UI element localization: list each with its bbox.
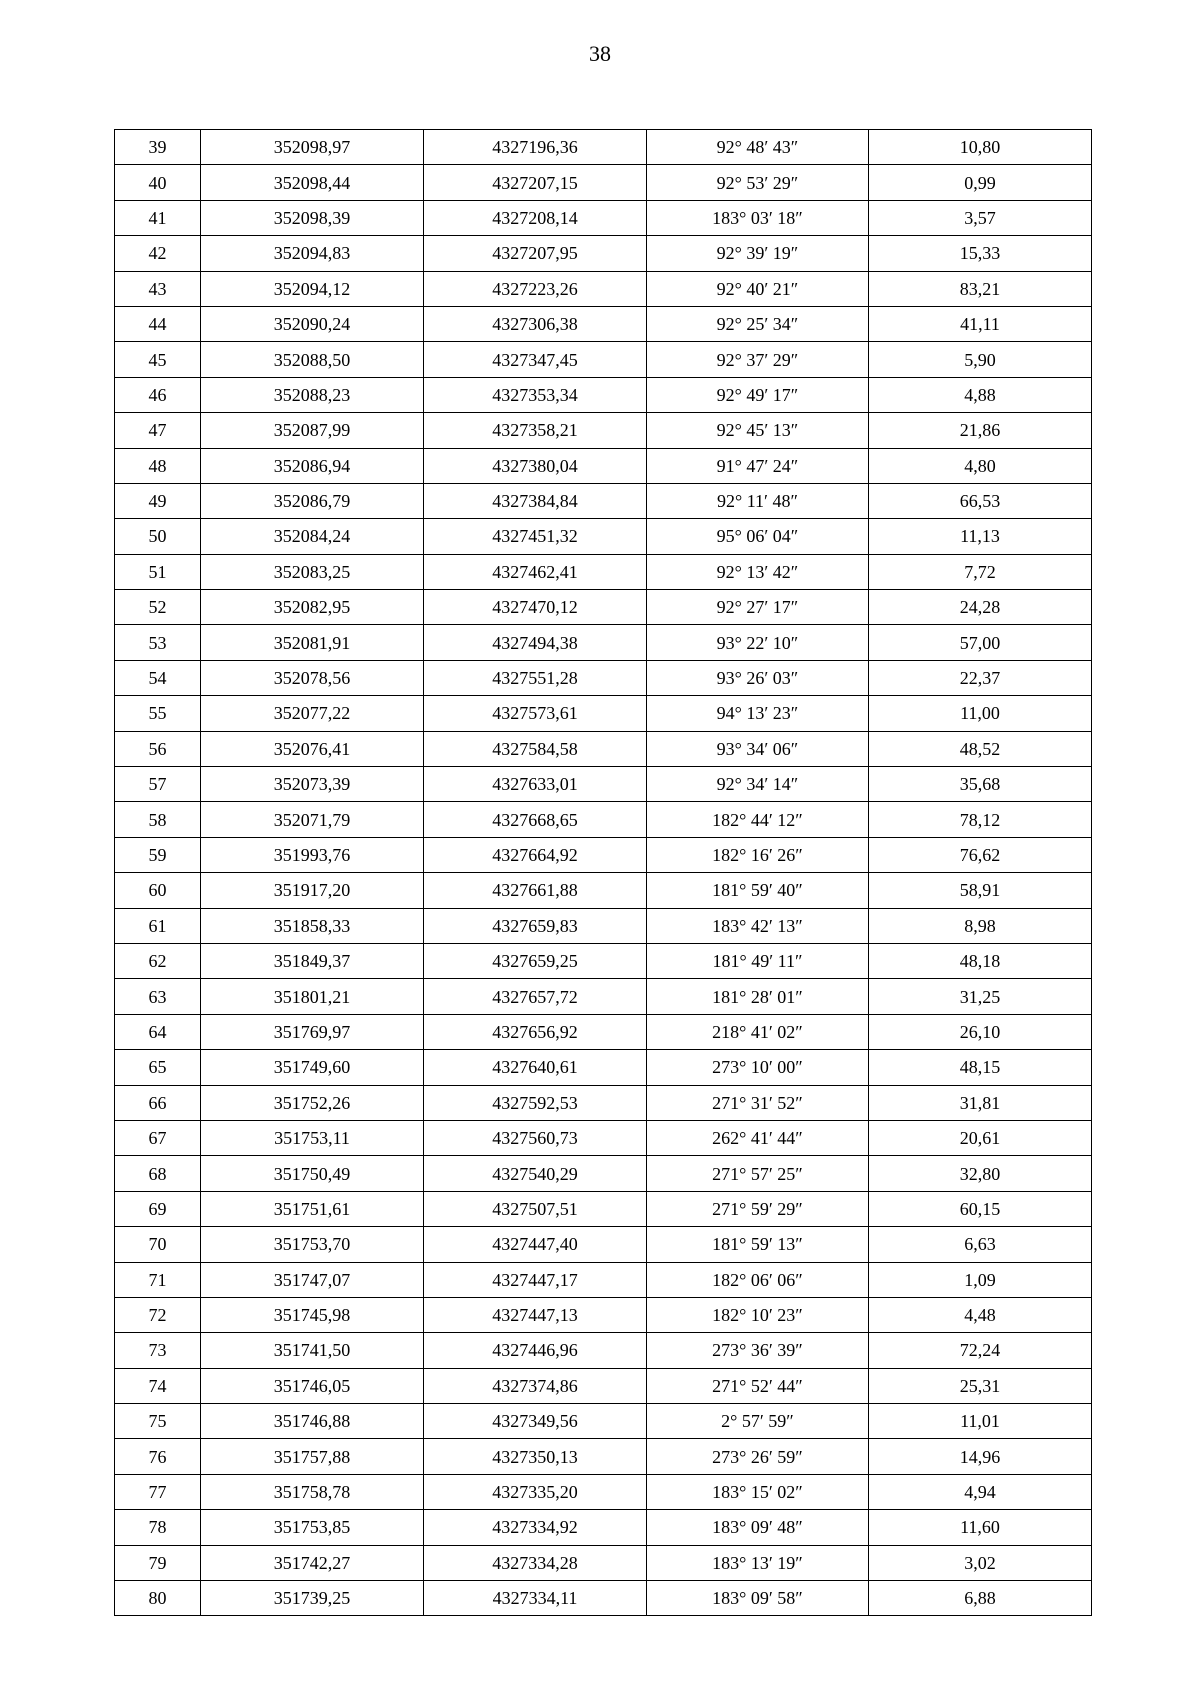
direction-angle-cell: 181° 59′ 13″ [647, 1227, 869, 1262]
y-coordinate-cell: 4327306,38 [424, 306, 647, 341]
y-coordinate-cell: 4327470,12 [424, 590, 647, 625]
x-coordinate-cell: 351739,25 [201, 1581, 424, 1616]
direction-angle-cell: 92° 45′ 13″ [647, 413, 869, 448]
table-row [115, 767, 1092, 802]
x-coordinate-cell: 351741,50 [201, 1333, 424, 1368]
point-number-cell: 44 [115, 306, 201, 341]
distance-cell: 20,61 [869, 1120, 1092, 1155]
page-number: 38 [589, 41, 611, 66]
table-row [115, 130, 1092, 165]
table-row [115, 802, 1092, 837]
point-number-cell: 79 [115, 1545, 201, 1580]
y-coordinate-cell: 4327668,65 [424, 802, 647, 837]
distance-cell: 48,52 [869, 731, 1092, 766]
distance-cell: 11,00 [869, 696, 1092, 731]
distance-cell: 6,88 [869, 1581, 1092, 1616]
y-coordinate-cell: 4327640,61 [424, 1050, 647, 1085]
direction-angle-cell: 92° 25′ 34″ [647, 306, 869, 341]
x-coordinate-cell: 351745,98 [201, 1297, 424, 1332]
distance-cell: 7,72 [869, 554, 1092, 589]
x-coordinate-cell: 352098,97 [201, 130, 424, 165]
distance-cell: 78,12 [869, 802, 1092, 837]
direction-angle-cell: 92° 11′ 48″ [647, 483, 869, 518]
table-row [115, 306, 1092, 341]
distance-cell: 11,01 [869, 1404, 1092, 1439]
distance-cell: 57,00 [869, 625, 1092, 660]
direction-angle-cell: 93° 34′ 06″ [647, 731, 869, 766]
direction-angle-cell: 93° 26′ 03″ [647, 660, 869, 695]
distance-cell: 48,15 [869, 1050, 1092, 1085]
table-row [115, 979, 1092, 1014]
table-row [115, 377, 1092, 412]
table-row [115, 554, 1092, 589]
point-number-cell: 69 [115, 1191, 201, 1226]
direction-angle-cell: 92° 53′ 29″ [647, 165, 869, 200]
y-coordinate-cell: 4327573,61 [424, 696, 647, 731]
point-number-cell: 70 [115, 1227, 201, 1262]
distance-cell: 48,18 [869, 943, 1092, 978]
point-number-cell: 50 [115, 519, 201, 554]
table-row [115, 660, 1092, 695]
distance-cell: 31,81 [869, 1085, 1092, 1120]
table-row [115, 342, 1092, 377]
distance-cell: 11,60 [869, 1510, 1092, 1545]
direction-angle-cell: 92° 13′ 42″ [647, 554, 869, 589]
y-coordinate-cell: 4327659,83 [424, 908, 647, 943]
point-number-cell: 45 [115, 342, 201, 377]
y-coordinate-cell: 4327347,45 [424, 342, 647, 377]
point-number-cell: 41 [115, 200, 201, 235]
direction-angle-cell: 92° 40′ 21″ [647, 271, 869, 306]
point-number-cell: 77 [115, 1474, 201, 1509]
table-row [115, 1120, 1092, 1155]
distance-cell: 25,31 [869, 1368, 1092, 1403]
direction-angle-cell: 2° 57′ 59″ [647, 1404, 869, 1439]
direction-angle-cell: 181° 59′ 40″ [647, 873, 869, 908]
table-row [115, 873, 1092, 908]
table-row [115, 1510, 1092, 1545]
x-coordinate-cell: 352084,24 [201, 519, 424, 554]
table-row [115, 1156, 1092, 1191]
point-number-cell: 59 [115, 837, 201, 872]
direction-angle-cell: 218° 41′ 02″ [647, 1014, 869, 1049]
point-number-cell: 47 [115, 413, 201, 448]
table-row [115, 1333, 1092, 1368]
y-coordinate-cell: 4327584,58 [424, 731, 647, 766]
direction-angle-cell: 262° 41′ 44″ [647, 1120, 869, 1155]
point-number-cell: 54 [115, 660, 201, 695]
point-number-cell: 39 [115, 130, 201, 165]
table-row [115, 1439, 1092, 1474]
y-coordinate-cell: 4327661,88 [424, 873, 647, 908]
point-number-cell: 68 [115, 1156, 201, 1191]
table-row [115, 625, 1092, 660]
table-row [115, 1297, 1092, 1332]
distance-cell: 4,88 [869, 377, 1092, 412]
point-number-cell: 65 [115, 1050, 201, 1085]
table-row [115, 1014, 1092, 1049]
point-number-cell: 75 [115, 1404, 201, 1439]
table-row [115, 837, 1092, 872]
distance-cell: 24,28 [869, 590, 1092, 625]
x-coordinate-cell: 352088,23 [201, 377, 424, 412]
direction-angle-cell: 182° 06′ 06″ [647, 1262, 869, 1297]
point-number-cell: 74 [115, 1368, 201, 1403]
table-row [115, 943, 1092, 978]
x-coordinate-cell: 351993,76 [201, 837, 424, 872]
y-coordinate-cell: 4327334,92 [424, 1510, 647, 1545]
y-coordinate-cell: 4327334,11 [424, 1581, 647, 1616]
table-row [115, 590, 1092, 625]
direction-angle-cell: 271° 59′ 29″ [647, 1191, 869, 1226]
y-coordinate-cell: 4327349,56 [424, 1404, 647, 1439]
distance-cell: 41,11 [869, 306, 1092, 341]
table-row [115, 271, 1092, 306]
table-row [115, 1050, 1092, 1085]
direction-angle-cell: 92° 49′ 17″ [647, 377, 869, 412]
x-coordinate-cell: 352098,39 [201, 200, 424, 235]
point-number-cell: 43 [115, 271, 201, 306]
x-coordinate-cell: 352077,22 [201, 696, 424, 731]
table-row [115, 519, 1092, 554]
point-number-cell: 58 [115, 802, 201, 837]
x-coordinate-cell: 351751,61 [201, 1191, 424, 1226]
point-number-cell: 46 [115, 377, 201, 412]
distance-cell: 6,63 [869, 1227, 1092, 1262]
y-coordinate-cell: 4327560,73 [424, 1120, 647, 1155]
y-coordinate-cell: 4327207,95 [424, 236, 647, 271]
direction-angle-cell: 92° 34′ 14″ [647, 767, 869, 802]
distance-cell: 11,13 [869, 519, 1092, 554]
point-number-cell: 61 [115, 908, 201, 943]
point-number-cell: 73 [115, 1333, 201, 1368]
x-coordinate-cell: 352071,79 [201, 802, 424, 837]
y-coordinate-cell: 4327335,20 [424, 1474, 647, 1509]
table-row [115, 908, 1092, 943]
point-number-cell: 78 [115, 1510, 201, 1545]
table-row [115, 1368, 1092, 1403]
distance-cell: 21,86 [869, 413, 1092, 448]
table-row [115, 448, 1092, 483]
distance-cell: 3,57 [869, 200, 1092, 235]
point-number-cell: 80 [115, 1581, 201, 1616]
distance-cell: 60,15 [869, 1191, 1092, 1226]
distance-cell: 8,98 [869, 908, 1092, 943]
point-number-cell: 52 [115, 590, 201, 625]
direction-angle-cell: 271° 52′ 44″ [647, 1368, 869, 1403]
distance-cell: 4,48 [869, 1297, 1092, 1332]
y-coordinate-cell: 4327374,86 [424, 1368, 647, 1403]
y-coordinate-cell: 4327447,13 [424, 1297, 647, 1332]
distance-cell: 58,91 [869, 873, 1092, 908]
point-number-cell: 51 [115, 554, 201, 589]
coordinates-table-body [115, 130, 1092, 1616]
y-coordinate-cell: 4327334,28 [424, 1545, 647, 1580]
direction-angle-cell: 92° 37′ 29″ [647, 342, 869, 377]
x-coordinate-cell: 351746,88 [201, 1404, 424, 1439]
direction-angle-cell: 182° 44′ 12″ [647, 802, 869, 837]
distance-cell: 31,25 [869, 979, 1092, 1014]
direction-angle-cell: 91° 47′ 24″ [647, 448, 869, 483]
point-number-cell: 64 [115, 1014, 201, 1049]
table-row [115, 1262, 1092, 1297]
y-coordinate-cell: 4327447,40 [424, 1227, 647, 1262]
coordinates-table [114, 129, 1092, 1616]
distance-cell: 4,80 [869, 448, 1092, 483]
table-row [115, 1404, 1092, 1439]
table-row [115, 200, 1092, 235]
point-number-cell: 56 [115, 731, 201, 766]
table-row [115, 1581, 1092, 1616]
y-coordinate-cell: 4327380,04 [424, 448, 647, 483]
x-coordinate-cell: 352082,95 [201, 590, 424, 625]
point-number-cell: 71 [115, 1262, 201, 1297]
x-coordinate-cell: 351917,20 [201, 873, 424, 908]
y-coordinate-cell: 4327447,17 [424, 1262, 647, 1297]
point-number-cell: 62 [115, 943, 201, 978]
direction-angle-cell: 273° 36′ 39″ [647, 1333, 869, 1368]
point-number-cell: 49 [115, 483, 201, 518]
y-coordinate-cell: 4327358,21 [424, 413, 647, 448]
point-number-cell: 63 [115, 979, 201, 1014]
x-coordinate-cell: 352086,94 [201, 448, 424, 483]
direction-angle-cell: 92° 39′ 19″ [647, 236, 869, 271]
distance-cell: 22,37 [869, 660, 1092, 695]
y-coordinate-cell: 4327208,14 [424, 200, 647, 235]
distance-cell: 26,10 [869, 1014, 1092, 1049]
table-row [115, 1545, 1092, 1580]
y-coordinate-cell: 4327223,26 [424, 271, 647, 306]
x-coordinate-cell: 352073,39 [201, 767, 424, 802]
direction-angle-cell: 182° 16′ 26″ [647, 837, 869, 872]
point-number-cell: 53 [115, 625, 201, 660]
y-coordinate-cell: 4327507,51 [424, 1191, 647, 1226]
y-coordinate-cell: 4327657,72 [424, 979, 647, 1014]
x-coordinate-cell: 351752,26 [201, 1085, 424, 1120]
direction-angle-cell: 182° 10′ 23″ [647, 1297, 869, 1332]
table-row [115, 1474, 1092, 1509]
y-coordinate-cell: 4327592,53 [424, 1085, 647, 1120]
distance-cell: 15,33 [869, 236, 1092, 271]
x-coordinate-cell: 351753,11 [201, 1120, 424, 1155]
table-row [115, 1191, 1092, 1226]
direction-angle-cell: 183° 09′ 48″ [647, 1510, 869, 1545]
point-number-cell: 72 [115, 1297, 201, 1332]
x-coordinate-cell: 351769,97 [201, 1014, 424, 1049]
y-coordinate-cell: 4327656,92 [424, 1014, 647, 1049]
direction-angle-cell: 92° 27′ 17″ [647, 590, 869, 625]
direction-angle-cell: 183° 09′ 58″ [647, 1581, 869, 1616]
direction-angle-cell: 95° 06′ 04″ [647, 519, 869, 554]
distance-cell: 83,21 [869, 271, 1092, 306]
y-coordinate-cell: 4327540,29 [424, 1156, 647, 1191]
x-coordinate-cell: 351746,05 [201, 1368, 424, 1403]
x-coordinate-cell: 351753,85 [201, 1510, 424, 1545]
distance-cell: 32,80 [869, 1156, 1092, 1191]
direction-angle-cell: 181° 49′ 11″ [647, 943, 869, 978]
y-coordinate-cell: 4327196,36 [424, 130, 647, 165]
direction-angle-cell: 93° 22′ 10″ [647, 625, 869, 660]
point-number-cell: 60 [115, 873, 201, 908]
x-coordinate-cell: 352094,83 [201, 236, 424, 271]
x-coordinate-cell: 352094,12 [201, 271, 424, 306]
direction-angle-cell: 183° 03′ 18″ [647, 200, 869, 235]
y-coordinate-cell: 4327451,32 [424, 519, 647, 554]
x-coordinate-cell: 351750,49 [201, 1156, 424, 1191]
point-number-cell: 67 [115, 1120, 201, 1155]
y-coordinate-cell: 4327384,84 [424, 483, 647, 518]
table-row [115, 236, 1092, 271]
direction-angle-cell: 183° 15′ 02″ [647, 1474, 869, 1509]
distance-cell: 14,96 [869, 1439, 1092, 1474]
x-coordinate-cell: 352087,99 [201, 413, 424, 448]
point-number-cell: 76 [115, 1439, 201, 1474]
direction-angle-cell: 273° 10′ 00″ [647, 1050, 869, 1085]
table-row [115, 696, 1092, 731]
point-number-cell: 40 [115, 165, 201, 200]
distance-cell: 4,94 [869, 1474, 1092, 1509]
x-coordinate-cell: 352078,56 [201, 660, 424, 695]
table-row [115, 483, 1092, 518]
direction-angle-cell: 92° 48′ 43″ [647, 130, 869, 165]
point-number-cell: 66 [115, 1085, 201, 1120]
direction-angle-cell: 271° 57′ 25″ [647, 1156, 869, 1191]
direction-angle-cell: 271° 31′ 52″ [647, 1085, 869, 1120]
x-coordinate-cell: 352081,91 [201, 625, 424, 660]
distance-cell: 0,99 [869, 165, 1092, 200]
x-coordinate-cell: 351849,37 [201, 943, 424, 978]
distance-cell: 5,90 [869, 342, 1092, 377]
table-row [115, 413, 1092, 448]
x-coordinate-cell: 352088,50 [201, 342, 424, 377]
x-coordinate-cell: 352076,41 [201, 731, 424, 766]
x-coordinate-cell: 352083,25 [201, 554, 424, 589]
distance-cell: 76,62 [869, 837, 1092, 872]
y-coordinate-cell: 4327462,41 [424, 554, 647, 589]
x-coordinate-cell: 352086,79 [201, 483, 424, 518]
point-number-cell: 42 [115, 236, 201, 271]
table-row [115, 1085, 1092, 1120]
distance-cell: 35,68 [869, 767, 1092, 802]
y-coordinate-cell: 4327551,28 [424, 660, 647, 695]
x-coordinate-cell: 351749,60 [201, 1050, 424, 1085]
y-coordinate-cell: 4327350,13 [424, 1439, 647, 1474]
point-number-cell: 55 [115, 696, 201, 731]
x-coordinate-cell: 352090,24 [201, 306, 424, 341]
y-coordinate-cell: 4327446,96 [424, 1333, 647, 1368]
y-coordinate-cell: 4327633,01 [424, 767, 647, 802]
table-row [115, 731, 1092, 766]
x-coordinate-cell: 351753,70 [201, 1227, 424, 1262]
x-coordinate-cell: 351742,27 [201, 1545, 424, 1580]
x-coordinate-cell: 351758,78 [201, 1474, 424, 1509]
y-coordinate-cell: 4327659,25 [424, 943, 647, 978]
x-coordinate-cell: 351747,07 [201, 1262, 424, 1297]
x-coordinate-cell: 351858,33 [201, 908, 424, 943]
distance-cell: 3,02 [869, 1545, 1092, 1580]
y-coordinate-cell: 4327207,15 [424, 165, 647, 200]
point-number-cell: 57 [115, 767, 201, 802]
x-coordinate-cell: 351757,88 [201, 1439, 424, 1474]
table-row [115, 1227, 1092, 1262]
distance-cell: 10,80 [869, 130, 1092, 165]
y-coordinate-cell: 4327353,34 [424, 377, 647, 412]
direction-angle-cell: 181° 28′ 01″ [647, 979, 869, 1014]
distance-cell: 1,09 [869, 1262, 1092, 1297]
point-number-cell: 48 [115, 448, 201, 483]
x-coordinate-cell: 351801,21 [201, 979, 424, 1014]
direction-angle-cell: 183° 42′ 13″ [647, 908, 869, 943]
direction-angle-cell: 183° 13′ 19″ [647, 1545, 869, 1580]
table-row [115, 165, 1092, 200]
x-coordinate-cell: 352098,44 [201, 165, 424, 200]
distance-cell: 72,24 [869, 1333, 1092, 1368]
y-coordinate-cell: 4327664,92 [424, 837, 647, 872]
distance-cell: 66,53 [869, 483, 1092, 518]
direction-angle-cell: 273° 26′ 59″ [647, 1439, 869, 1474]
y-coordinate-cell: 4327494,38 [424, 625, 647, 660]
direction-angle-cell: 94° 13′ 23″ [647, 696, 869, 731]
